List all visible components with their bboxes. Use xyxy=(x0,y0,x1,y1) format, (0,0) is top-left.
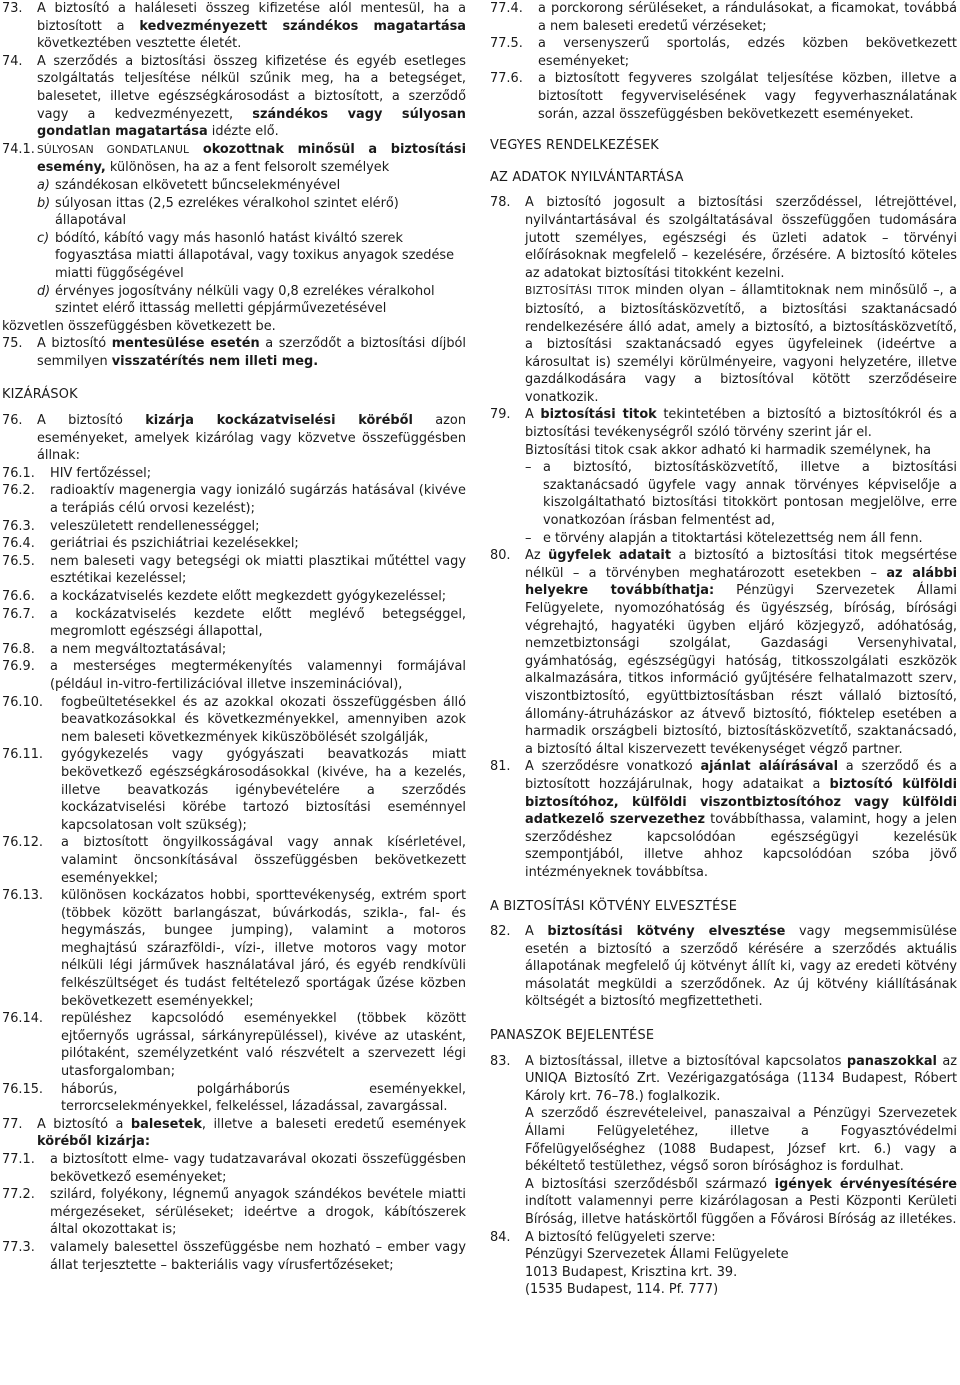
item-text: geriátriai és pszichiátriai kezelésekkel; xyxy=(50,536,299,552)
section-74: 74. A szerződés a biztosítási összeg kifizetése és egyéb esetleges szolgáltatás teljesítése nélkül szűnik meg, ha a betegséget, balesetet, illetve egészségkárosodást a biztosított, a szerződő vagy a kedvezményezett, szándékos vagy súlyosan gondatlan magatartása idézte elő. xyxy=(2,53,466,140)
section-76-list xyxy=(2,465,466,1116)
item-text: gyógykezelés vagy gyógyászati beavatkozás miatt bekövetkező egészségkárosodásokkal (kivéve, ha a kezelés, illetve beavatkozás igénybevételére a szerződés kockázatviselési körébe tartozó biztosítási eseménnyel kapcsolatosan volt szükség); xyxy=(61,747,466,833)
heading-kizarasok: KIZÁRÁSOK xyxy=(2,387,78,403)
section-number: 79. xyxy=(490,407,511,423)
item-number: 76.4. xyxy=(2,536,35,552)
list-item xyxy=(2,535,466,553)
item-number: 76.12. xyxy=(2,835,44,851)
item-label: a) xyxy=(37,177,50,193)
item-number: 77.6. xyxy=(490,71,523,87)
item-text: a biztosított elme- vagy tudatzavarával okozati összefüggésben bekövetkező eseményeket; xyxy=(50,1152,466,1185)
section-number: 73. xyxy=(2,1,23,16)
item-number: 77.5. xyxy=(490,36,523,52)
section-77-list xyxy=(2,1151,466,1274)
section-79-condition: Biztosítási titok csak akkor adható ki harmadik személynek, ha xyxy=(525,442,932,458)
item-text: a porckorong sérüléseket, a rándulásokat, a ficamokat, továbbá a nem baleseti eredetű vérzéseket; xyxy=(538,1,957,34)
item-text: háborús, polgárháborús eseményekkel, terrorcselekményekkel, felkeléssel, lázadással, zavargással. xyxy=(61,1081,466,1115)
dash-mark: – xyxy=(525,530,532,546)
list-item xyxy=(2,606,466,641)
item-text: a biztosított fegyveres szolgálat teljesítése közben, illetve a biztosított fegyverviselésének vagy fegyverhasználatának során, azzal összefüggésben bekövetkezett eseményeket. xyxy=(538,71,957,122)
item-text: bódító, kábító vagy más hasonló hatást kiváltó szerek fogyasztása miatti állapotával, vagy toxikus anyagok szedése miatti függőségével xyxy=(55,230,455,281)
list-item xyxy=(2,465,466,483)
item-text: a biztosított öngyilkosságával vagy annak kísérletével, valamint öncsonkításával összefüggésben bekövetkezett eseményekkel; xyxy=(61,835,466,886)
item-label: c) xyxy=(37,230,50,246)
item-text: e törvény alapján a titoktartási kötelezettség nem áll fenn. xyxy=(543,530,923,546)
item-number: 76.3. xyxy=(2,518,35,534)
section-77: 77. A biztosító a balesetek, illetve a baleseti eredetű események köréből kizárja: xyxy=(2,1116,466,1150)
dash-item xyxy=(490,459,957,529)
item-number: 76.14. xyxy=(2,1011,44,1027)
item-text: szándékosan elkövetett bűncselekményével xyxy=(55,177,341,193)
list-item xyxy=(2,658,466,693)
list-item xyxy=(2,1239,466,1274)
item-label: b) xyxy=(37,195,51,211)
section-number: 81. xyxy=(490,759,511,775)
list-item xyxy=(2,1081,466,1116)
item-text: valamely balesettel összefüggésbe nem hozható – ember vagy állat terjesztette – bakteriális vagy vírusfertőzéseket; xyxy=(50,1239,466,1273)
item-text: a mesterséges megtermékenyítés valamennyi formájával (például in-vitro-fertilizációval illetve inszeminációval), xyxy=(50,659,466,692)
section-83-complaints: A szerződő észrevételeivel, panaszaival a Pénzügyi Szervezetek Állami Felügyeletéhez, illetve a Fogyasztóvédelmi Főfelügyelőséghez (1088 Budapest, József krt. 6.) vagy a békéltető testülethez, végső soron bírósághoz is fordulhat. xyxy=(525,1106,957,1175)
item-number: 76.1. xyxy=(2,465,35,481)
section-73: 73. A biztosító a haláleseti összeg kifizetése alól mentesül, ha a biztosított a kedvezményezett szándékos magatartása következtében vesztette életét. xyxy=(2,1,466,52)
item-text: a biztosító, biztosításközvetítő, illetve a biztosítási szaktanácsadó ügyfele vagy annak törvényes képviselője a kiszolgáltatható biztosítási titokkört pontosan megjelölve, erre vonatkozóan írásban felmentést ad, xyxy=(543,460,957,529)
list-item xyxy=(2,177,466,195)
item-text: HIV fertőzéssel; xyxy=(50,465,152,481)
item-text: nem baleseti vagy betegségi ok miatti plasztikai műtéttel vagy esztétikai kezeléssel; xyxy=(50,553,466,587)
list-item xyxy=(2,482,466,517)
item-label: d) xyxy=(37,283,51,299)
section-80: 80. Az ügyfelek adatait a biztosító a biztosítási titok megsértése nélkül – a törvényben meghatározott esetekben – az alábbi helyekre továbbíthatja: Pénzügyi Szervezetek Állami Felügyelete, nyomozóhatóság és ügyészség, bíróság, bírósági végrehajtó, hagyatéki ügyben eljáró közjegyző, adóhatóság, nemzetbiztonsági szolgálat, Gazdasági Versenyhivatal, gyámhatóság, egészségügyi hatóság, titkosszolgálati eszközök alkalmazására, titkos információ gyűjtésére felhatalmazott szerv, viszontbiztosító, együttbiztosításban részt vállaló biztosító, állomány-átruházáskor az átvevő biztosító, fióktelep esetében a harmadik országbeli biztosító, biztosításközvetítő, szaktanácsadó, a biztosító által kiszervezett tevékenységet végző partner. xyxy=(490,548,958,757)
item-number: 77.2. xyxy=(2,1187,35,1203)
section-number: 82. xyxy=(490,924,511,940)
section-83: 83. A biztosítással, illetve a biztosítóval kapcsolatos panaszokkal az UNIQA Biztosító Zrt. Vezérigazgatósága (1134 Budapest, Róbert Károly krt. 76–78.) foglalkozik. xyxy=(490,1053,957,1104)
dash-item xyxy=(490,530,957,548)
list-item xyxy=(2,553,466,588)
address-line: (1535 Budapest, 114. Pf. 777) xyxy=(525,1282,719,1298)
list-item xyxy=(2,195,466,230)
dash-mark: – xyxy=(525,460,532,476)
section-number: 77. xyxy=(2,1116,23,1132)
section-number: 74.1. xyxy=(2,141,35,157)
item-number: 76.7. xyxy=(2,606,35,622)
list-item xyxy=(490,70,957,123)
section-84-address xyxy=(490,1246,957,1299)
section-number: 78. xyxy=(490,195,511,211)
section-84: 84. A biztosító felügyeleti szerve: xyxy=(490,1229,716,1245)
heading-vegyes-rendelkezesek: VEGYES RENDELKEZÉSEK xyxy=(490,138,659,154)
item-text: érvényes jogosítvány nélküli vagy 0,8 ezrelékes véralkohol szintet elérő ittasság melletti gépjárművezetésével xyxy=(55,283,435,317)
item-number: 76.8. xyxy=(2,641,35,657)
item-text: repüléshez kapcsolódó eseményekkel (többek között ejtőernyős ugrással, sárkányrepüléssel), kivéve az utasként, pilótaként, személyzetként való részvételt a szervezett légi utasforgalomban; xyxy=(61,1011,466,1080)
item-number: 76.2. xyxy=(2,483,35,499)
section-79: 79. A biztosítási titok tekintetében a biztosító a biztosítókról és a biztosítási tevékenységről szóló törvény szerint jár el. xyxy=(490,407,957,441)
section-83-jurisdiction: A biztosítási szerződésből származó igények érvényesítésére indított valamennyi perre kizárólagosan a Pesti Központi Kerületi Bíróság, illetve hatáskörtől függően a Fővárosi Bíróság az illetékes. xyxy=(525,1176,957,1227)
section-78-biztositasi-titok: BIZTOSÍTÁSI TITOK minden olyan – államtitoknak nem minősülő –, a biztosító, a biztosításközvetítő, a biztosítási szaktanácsadó rendelkezésére álló adat, amely a biztosító, a biztosításközvetítő, a biztosítási szaktanácsadó egyes ügyfeleinek (ideértve a károsultat is) személyi körülményeire, vagyoni helyzetére, illetve gazdálkodására vagy a biztosítóval kötött szerződéseire vonatkozik. xyxy=(525,283,957,405)
item-text: fogbeültetésekkel és az azokkal okozati összefüggésben álló beavatkozásokkal és következményekkel, amennyiben azok nem baleseti következmények kiküszöbölését szolgálják, xyxy=(61,694,466,745)
item-text: a kockázatviselés kezdete előtt meglévő betegséggel, megromlott egészségi állapottal, xyxy=(50,606,466,640)
item-text: különösen kockázatos hobbi, sporttevékenység, extrém sport (többek között barlangászat, búvárkodás, szikla-, fal- és hegymászás, bungee jumping), valamint a motoros meghajtású szárazföldi-, vízi-, illetve motoros vagy motor nélküli légi járművek használatával járó, és egyéb rendkívüli felkészültséget és tudást feltételező sportágak űzése közben bekövetkezett eseményekkel; xyxy=(61,888,466,1009)
item-text: a nem megváltoztatásával; xyxy=(50,641,227,657)
list-item xyxy=(2,1010,466,1080)
section-75: 75. A biztosító mentesülése esetén a szerződőt a biztosítási díjból semmilyen visszatérítés nem illeti meg. xyxy=(2,336,466,369)
list-item xyxy=(490,0,957,35)
item-text: veleszületett rendellenességgel; xyxy=(50,518,260,534)
item-number: 76.6. xyxy=(2,589,35,604)
item-number: 77.4. xyxy=(490,1,523,16)
item-number: 77.1. xyxy=(2,1152,35,1167)
list-item xyxy=(2,1151,466,1186)
list-item xyxy=(2,834,466,887)
right-column xyxy=(490,0,957,1299)
item-number: 76.13. xyxy=(2,888,44,904)
item-number: 77.3. xyxy=(2,1239,35,1255)
item-text: a versenyszerű sportolás, edzés közben bekövetkezett eseményeket; xyxy=(538,36,957,69)
item-text: szilárd, folyékony, légnemű anyagok szándékos bevétele miatti mérgezéseket, sérüléseket; ideértve a drogok, kábítószerek által okozottakat is; xyxy=(50,1187,466,1238)
list-item xyxy=(2,746,466,834)
list-item xyxy=(2,694,466,747)
section-79-dash-list xyxy=(490,459,957,547)
list-item xyxy=(490,35,957,70)
heading-adatok-nyilvantartasa: AZ ADATOK NYILVÁNTARTÁSA xyxy=(490,169,684,185)
section-number: 83. xyxy=(490,1053,511,1069)
heading-panaszok-bejelentese: PANASZOK BEJELENTÉSE xyxy=(490,1028,655,1044)
item-number: 76.11. xyxy=(2,747,44,763)
section-74-1-end: közvetlen összefüggésben következett be. xyxy=(2,318,276,334)
item-number: 76.9. xyxy=(2,659,35,675)
list-item xyxy=(2,518,466,536)
list-item xyxy=(2,641,466,659)
section-number: 76. xyxy=(2,413,23,429)
list-item xyxy=(2,283,466,318)
item-text: súlyosan ittas (2,5 ezrelékes véralkohol szintet elérő) állapotával xyxy=(55,195,399,229)
section-76: 76. A biztosító kizárja kockázatviselési köréből azon eseményeket, amelyek kizárólag vagy közvetve összefüggésben állnak: xyxy=(2,413,466,464)
heading-kotveny-elvesztese: A BIZTOSÍTÁSI KÖTVÉNY ELVESZTÉSE xyxy=(490,898,738,914)
item-text: a kockázatviselés kezdete előtt megkezdett gyógykezeléssel; xyxy=(50,589,447,604)
section-77-list-continued xyxy=(490,0,957,123)
section-78: 78. A biztosító jogosult a biztosítási szerződéssel, létrejöttével, nyilvántartásával és szolgáltatásával összefüggően tudomására jutott személyes, egészségi és üzleti adatok – törvényi előírásoknak megfelelő – kezelésére, őrzésére. A biztosító köteles az adatokat biztosítási titokként kezelni. xyxy=(490,195,957,281)
list-item xyxy=(2,1186,466,1239)
address-line: Pénzügyi Szervezetek Állami Felügyelete xyxy=(525,1247,789,1263)
list-item xyxy=(2,588,466,606)
item-number: 76.5. xyxy=(2,553,35,569)
section-82: 82. A biztosítási kötvény elvesztése vagy megsemmisülése esetén a biztosító a szerződő kérésére a szerződés aktuális állapotának megfelelő új kötvényt állít ki, vagy az eredeti kötvény másolatát megküldi a szerződőnek. Az új kötvény kiállításának költségét a biztosító megfizettetheti. xyxy=(490,924,957,1010)
address-line: 1013 Budapest, Krisztina krt. 39. xyxy=(525,1264,738,1280)
section-74-1: 74.1. SÚLYOSAN GONDATLANUL okozottnak minősül a biztosítási esemény, különösen, ha az a fent felsorolt személyek xyxy=(2,141,466,176)
section-81: 81. A szerződésre vonatkozó ajánlat aláírásával a szerződő és a biztosított hozzájárulnak, hogy adataikat a biztosító külföldi biztosítóhoz, külföldi viszontbiztosítóhoz vagy külföldi adatkezelő szervezethez továbbíthassa, valamint, hogy a jelen szerződéshez kapcsolódóan egészségügyi kezelésük szempontjából, illetve ahhoz kapcsolódóan szóba jövő intézményeknek továbbítsa. xyxy=(490,759,957,880)
left-column xyxy=(2,0,466,1274)
list-item xyxy=(2,230,466,283)
section-number: 75. xyxy=(2,336,23,352)
section-74-1-list xyxy=(2,177,466,318)
item-number: 76.10. xyxy=(2,694,44,710)
item-text: radioaktív magenergia vagy ionizáló sugárzás hatásával (kivéve a terápiás célú orvosi kezelést); xyxy=(50,483,466,517)
list-item xyxy=(2,887,466,1010)
section-number: 80. xyxy=(490,548,511,564)
item-number: 76.15. xyxy=(2,1081,44,1097)
section-number: 74. xyxy=(2,53,23,69)
section-number: 84. xyxy=(490,1229,511,1245)
